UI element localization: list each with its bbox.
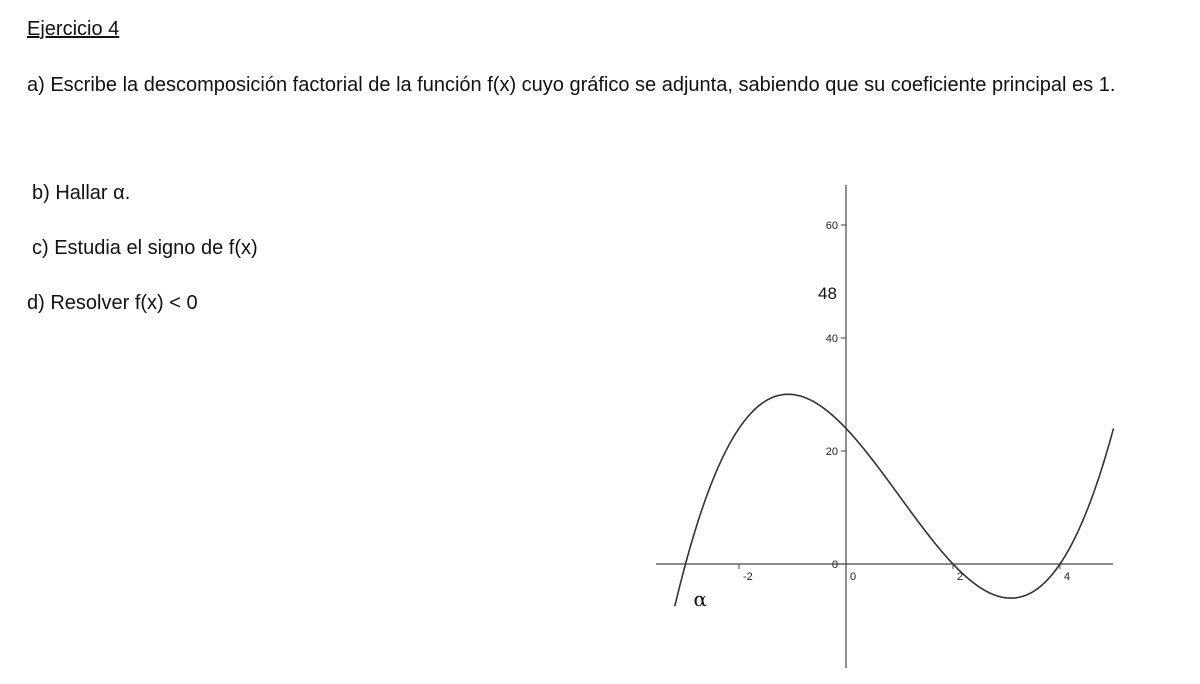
question-a: a) Escribe la descomposición factorial de la función f(x) cuyo gráfico se adjunta, sabiendo que su coeficiente principal es 1. xyxy=(27,74,1116,96)
x-tick-label: 2 xyxy=(957,571,964,583)
y-tick-label: 0 xyxy=(831,559,838,571)
x-tick-label: 4 xyxy=(1064,571,1071,583)
alpha-root-label: α xyxy=(693,587,708,611)
function-curve xyxy=(675,394,1114,606)
x-tick-label: -2 xyxy=(743,571,753,583)
question-c: c) Estudia el signo de f(x) xyxy=(32,237,258,259)
exercise-title: Ejercicio 4 xyxy=(27,18,120,40)
y-intercept-label: 48 xyxy=(818,283,837,303)
axes xyxy=(656,185,1113,668)
y-tick-label: 60 xyxy=(825,220,838,232)
question-d: d) Resolver f(x) < 0 xyxy=(27,292,198,314)
question-b: b) Hallar α. xyxy=(32,182,131,204)
x-tick-label: 0 xyxy=(850,571,857,583)
axis-ticks xyxy=(739,220,1070,583)
y-tick-label: 20 xyxy=(825,446,838,458)
y-tick-label: 40 xyxy=(825,333,838,345)
